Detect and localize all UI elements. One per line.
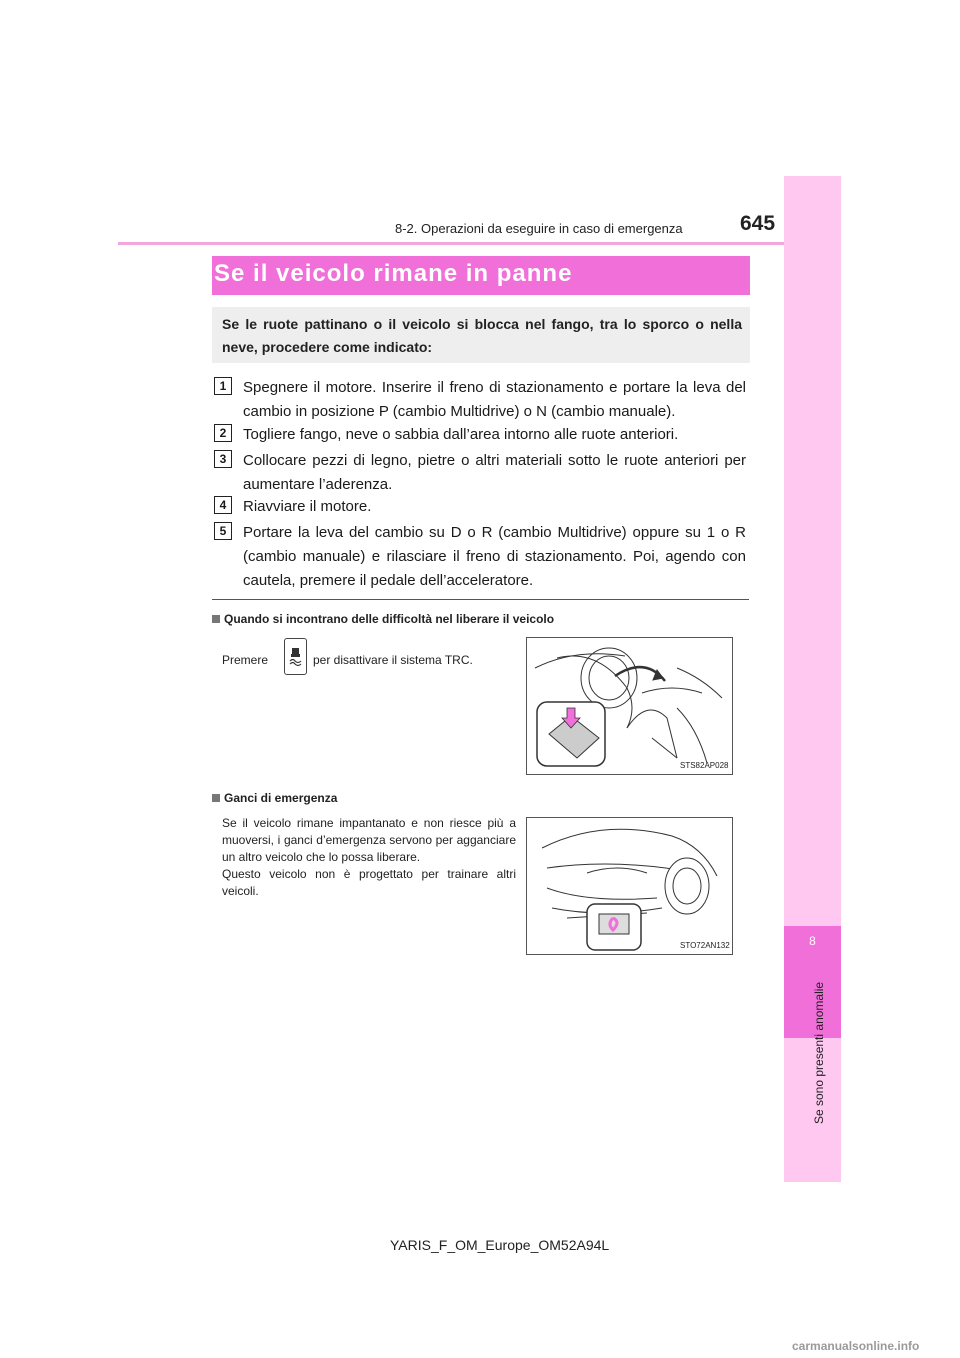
page-number: 645 bbox=[740, 212, 776, 235]
tow-hook-illustration bbox=[526, 817, 733, 955]
header-rule bbox=[118, 242, 840, 245]
step-text: Spegnere il motore. Inserire il freno di stazionamento e portare la leva del cambio in posizione P (cambio Multidrive) o N (cambio manuale). bbox=[243, 379, 746, 420]
square-bullet-icon bbox=[212, 794, 220, 802]
step-text: Togliere fango, neve o sabbia dall’area intorno alle ruote anteriori. bbox=[243, 426, 679, 443]
chapter-number: 8 bbox=[809, 934, 816, 948]
page-title: Se il veicolo rimane in panne bbox=[214, 260, 573, 287]
watermark: carmanualsonline.info bbox=[792, 1339, 920, 1353]
step-number: 3 bbox=[214, 450, 232, 468]
hooks-heading-text: Ganci di emergenza bbox=[224, 791, 338, 805]
hooks-heading bbox=[212, 791, 337, 805]
step-text: Collocare pezzi di legno, pietre o altri materiali sotto le ruote anteriori per aumentare l’aderenza. bbox=[243, 452, 746, 493]
chapter-title: Se sono presenti anomalie bbox=[812, 981, 826, 1124]
dashboard-illustration bbox=[526, 637, 733, 775]
square-bullet-icon bbox=[212, 615, 220, 623]
step-number: 1 bbox=[214, 377, 232, 395]
footer-doc-id: YARIS_F_OM_Europe_OM52A94L bbox=[390, 1237, 610, 1253]
section-reference: 8-2. Operazioni da eseguire in caso di emergenza bbox=[395, 221, 683, 236]
difficulty-heading bbox=[212, 612, 554, 626]
trc-off-button-icon bbox=[284, 638, 307, 675]
hooks-text: Se il veicolo rimane impantanato e non riesce più a muoversi, i ganci d’emergenza servono per agganciare un altro veicolo che lo possa liberare. Questo veicolo non è progettato per trainare altri veicoli. bbox=[222, 816, 516, 898]
intro-text: Se le ruote pattinano o il veicolo si blocca nel fango, tra lo sporco o nella neve, procedere come indicato: bbox=[222, 316, 742, 355]
step-number: 4 bbox=[214, 496, 232, 514]
section-divider bbox=[212, 599, 749, 600]
step-text: Riavviare il motore. bbox=[243, 498, 372, 515]
difficulty-heading-text: Quando si incontrano delle difficoltà nel liberare il veicolo bbox=[224, 612, 555, 626]
image-code: STS82AP028 bbox=[680, 761, 729, 770]
trc-instruction-text: per disattivare il sistema TRC. bbox=[313, 653, 473, 667]
premere-text: Premere bbox=[222, 653, 269, 667]
step-number: 2 bbox=[214, 424, 232, 442]
step-number: 5 bbox=[214, 522, 232, 540]
step-text: Portare la leva del cambio su D o R (cambio Multidrive) oppure su 1 o R (cambio manuale) e rilasciare il freno di stazionamento. Poi, agendo con cautela, premere il pedale dell’acceleratore. bbox=[243, 524, 746, 589]
image-code: STO72AN132 bbox=[680, 941, 730, 950]
